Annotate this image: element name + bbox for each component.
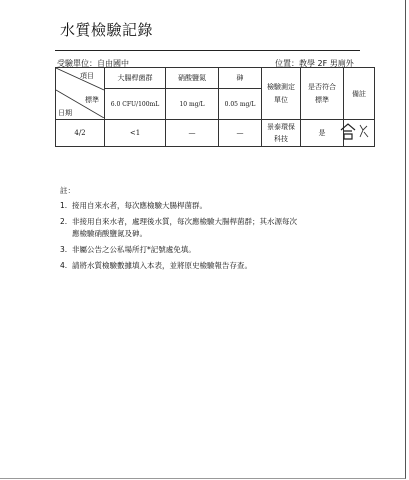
corner-standard-label: 標準 [85,96,99,104]
document-title: 水質檢驗記錄 [60,21,154,39]
note-number: 1. [60,201,68,210]
table-header-row [56,68,375,89]
water-quality-table [55,67,375,147]
std-coliform: 6.0 CFU/100mL [105,89,166,120]
col-header-coliform: 大腸桿菌群 [105,68,166,89]
col-header-remark: 備註 [344,68,375,120]
notes-label: 註： [60,186,75,195]
note-number: 2. [60,217,68,226]
col-header-arsenic: 砷 [219,68,262,89]
row-date: 4/2 [56,120,105,147]
row-lab-text: 景泰環保科技 [267,123,295,143]
note-item [60,216,302,240]
note-number: 4. [60,261,68,270]
row-arsenic-value: — [219,120,262,147]
std-arsenic: 0.05 mg/L [219,89,262,120]
pass-header-text: 是否符合標準 [308,82,336,104]
notes-list [60,200,302,272]
note-item [60,244,302,256]
col-header-pass [301,68,344,120]
title-rule [55,50,360,51]
note-number: 3. [60,245,68,254]
location-label: 位置：教學 2F 男廁外 [275,59,354,68]
row-coliform-value: <1 [105,120,166,147]
corner-date-label: 日期 [58,109,72,117]
row-lab [262,120,301,147]
note-text: 非接用自來水者，處理後水質，每次應檢驗大腸桿菌群；其水源每次應檢驗硝酸鹽氮及砷。 [72,217,297,238]
test-unit-label: 受驗單位：自由國中 [57,59,129,68]
corner-header-cell [56,68,105,120]
signature-mark [338,121,370,141]
row-nitrate-value: — [166,120,219,147]
note-text: 非屬公告之公私場所打*記號處免填。 [72,245,196,254]
note-text: 請將水質檢驗數據填入本表，並將原史檢驗報告存查。 [72,261,252,270]
row-pass: 是 [301,120,344,147]
notes-section [60,185,302,276]
col-header-nitrate: 硝酸鹽氮 [166,68,219,89]
note-text: 接用自來水者，每次應檢驗大腸桿菌群。 [72,201,207,210]
lab-header-text: 檢驗測定單位 [267,82,295,104]
corner-item-label: 項目 [80,72,94,80]
note-item [60,260,302,272]
col-header-lab [262,68,301,120]
note-item [60,200,302,212]
std-nitrate: 10 mg/L [166,89,219,120]
table-row [56,120,375,147]
